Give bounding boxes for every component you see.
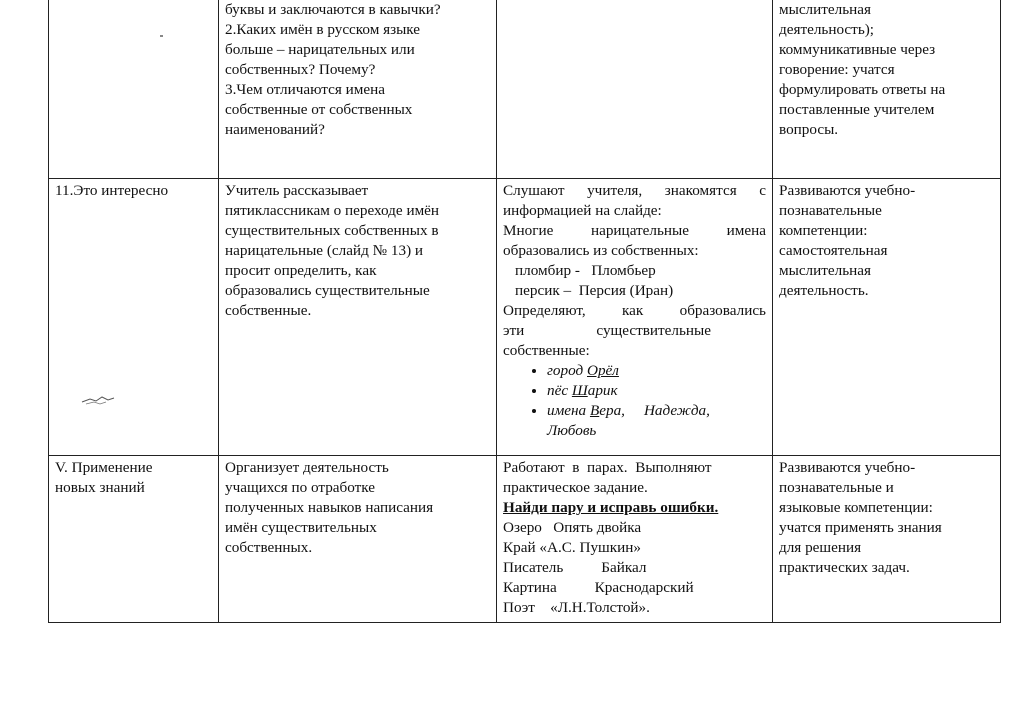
text-line: Организует деятельность xyxy=(225,459,389,476)
text-line: практическое задание. xyxy=(503,479,648,496)
lesson-plan-table xyxy=(48,0,1001,623)
task-line xyxy=(503,578,766,598)
example-prefix: город xyxy=(547,362,587,379)
list-item xyxy=(547,381,766,401)
word-pair: пломбир - Пломбьер xyxy=(515,262,656,279)
text-line: поставленные учителем xyxy=(779,101,935,118)
example-rest: ера, Надежда, xyxy=(599,402,710,419)
text-line: деятельность); xyxy=(779,21,875,38)
example-continued: Любовь xyxy=(547,422,597,439)
list-item xyxy=(547,401,766,441)
text-line: учащихся по отработке xyxy=(225,479,376,496)
text-line: вопросы. xyxy=(779,121,839,138)
text-line: собственных? Почему? xyxy=(225,61,376,78)
stage-cell xyxy=(49,0,219,179)
text-line: больше – нарицательных или xyxy=(225,41,415,58)
text-line: деятельность. xyxy=(779,282,869,299)
text-line: самостоятельная xyxy=(779,242,888,259)
text-line: мыслительная xyxy=(779,262,872,279)
example-underlined: Орёл xyxy=(587,362,619,379)
text-line: говорение: учатся xyxy=(779,61,895,78)
text-line: Учитель рассказывает xyxy=(225,182,369,199)
student-activity-cell xyxy=(497,0,773,179)
text-line: полученных навыков написания xyxy=(225,499,434,516)
text-line: Определяют, как образовались xyxy=(503,302,766,319)
text-line: учатся применять знания xyxy=(779,519,942,536)
text-line: мыслительная xyxy=(779,1,872,18)
text-line: нарицательные (слайд № 13) и xyxy=(225,242,424,259)
task-left: Поэт xyxy=(503,599,535,616)
text-line: собственных. xyxy=(225,539,313,556)
stage-cell xyxy=(49,179,219,456)
stage-cell xyxy=(49,456,219,623)
stage-title: V. Применение xyxy=(55,459,153,476)
text-line: познавательные и xyxy=(779,479,894,496)
examples-list xyxy=(503,361,766,441)
task-left: Край «А.С. Пушкин» xyxy=(503,539,641,556)
text-line: эти существительные xyxy=(503,322,712,339)
text-line: для решения xyxy=(779,539,862,556)
table-row xyxy=(49,456,1001,623)
task-left: Озеро xyxy=(503,519,542,536)
text-line: Развиваются учебно- xyxy=(779,182,916,199)
task-right: Краснодарский xyxy=(594,579,694,596)
text-line: компетенции: xyxy=(779,222,868,239)
text-line: языковые компетенции: xyxy=(779,499,933,516)
text-line: просит определить, как xyxy=(225,262,377,279)
scan-artifact-scribble xyxy=(80,390,120,410)
text-line: наименований? xyxy=(225,121,325,138)
list-item xyxy=(547,361,766,381)
student-activity-cell xyxy=(497,179,773,456)
task-left: Писатель xyxy=(503,559,564,576)
task-line xyxy=(503,538,766,558)
teacher-activity-cell xyxy=(219,0,497,179)
outcome-cell xyxy=(773,0,1001,179)
task-line xyxy=(503,518,766,538)
student-activity-cell xyxy=(497,456,773,623)
word-pair: персик – Персия (Иран) xyxy=(515,282,674,299)
text-line: коммуникативные через xyxy=(779,41,936,58)
text-line: Развиваются учебно- xyxy=(779,459,916,476)
text-line: собственные от собственных xyxy=(225,101,413,118)
text-line: Многие нарицательные имена xyxy=(503,222,766,239)
text-line: образовались существительные xyxy=(225,282,430,299)
task-line xyxy=(503,598,766,618)
text-line: буквы и заключаются в кавычки? xyxy=(225,1,441,18)
outcome-cell xyxy=(773,179,1001,456)
example-underlined: Ш xyxy=(571,382,588,399)
text-line: образовались из собственных: xyxy=(503,242,699,259)
text-line: практических задач. xyxy=(779,559,910,576)
example-rest: арик xyxy=(587,382,618,399)
text-line: формулировать ответы на xyxy=(779,81,946,98)
text-line: 2.Каких имён в русском языке xyxy=(225,21,421,38)
table-row xyxy=(49,0,1001,179)
teacher-activity-cell xyxy=(219,456,497,623)
text-line: 3.Чем отличаются имена xyxy=(225,81,385,98)
task-right: Опять двойка xyxy=(553,519,642,536)
text-line: Работают в парах. Выполняют xyxy=(503,459,712,476)
task-line xyxy=(503,558,766,578)
text-line: собственные. xyxy=(225,302,312,319)
text-line: информацией на слайде: xyxy=(503,202,662,219)
example-underlined: В xyxy=(589,402,600,419)
task-right: «Л.Н.Толстой». xyxy=(550,599,650,616)
task-right: Байкал xyxy=(601,559,647,576)
text-line: имён существительных xyxy=(225,519,377,536)
stage-title: 11.Это интересно xyxy=(55,182,169,199)
outcome-cell xyxy=(773,456,1001,623)
text-line: собственные: xyxy=(503,342,590,359)
text-line: существительных собственных в xyxy=(225,222,439,239)
teacher-activity-cell xyxy=(219,179,497,456)
example-prefix: пёс xyxy=(547,382,572,399)
text-line: пятиклассникам о переходе имён xyxy=(225,202,440,219)
task-title: Найди пару и исправь ошибки. xyxy=(503,499,719,516)
text-line: Слушают учителя, знакомятся с xyxy=(503,182,766,199)
stage-title: новых знаний xyxy=(55,479,145,496)
text-line: познавательные xyxy=(779,202,882,219)
task-left: Картина xyxy=(503,579,557,596)
example-prefix: имена xyxy=(547,402,590,419)
table-row xyxy=(49,179,1001,456)
